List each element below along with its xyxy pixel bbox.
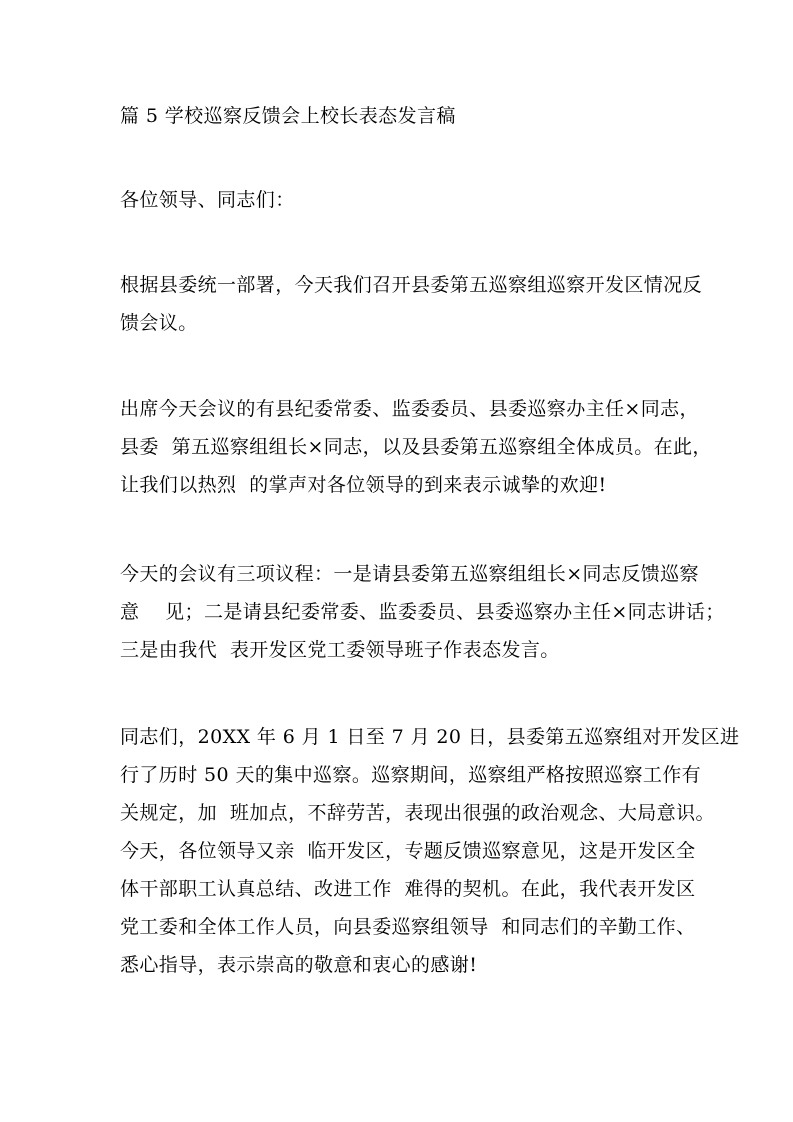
document-title xyxy=(120,97,680,135)
paragraph-line: 今天的会议有三项议程：一是请县委第五巡察组组长×同志反馈巡察 xyxy=(120,563,699,585)
paragraph-line: 三是由我代 表开发区党工委领导班子作表态发言。 xyxy=(120,639,560,661)
paragraph-4 xyxy=(120,718,740,984)
paragraph-line: 今天，各位领导又亲 临开发区，专题反馈巡察意见，这是开发区全 xyxy=(120,840,696,862)
paragraph-line: 同志们，20XX 年 6 月 1 日至 7 月 20 日，县委第五巡察组对开发区进 xyxy=(120,726,740,748)
title-text: 篇 5 学校巡察反馈会上校长表态发言稿 xyxy=(120,105,456,127)
paragraph-line: 关规定，加 班加点，不辞劳苦，表现出很强的政治观念、大局意识。 xyxy=(120,802,715,824)
paragraph-line: 出席今天会议的有县纪委常委、监委委员、县委巡察办主任×同志， xyxy=(120,398,699,420)
paragraph-line: 馈会议。 xyxy=(120,312,198,334)
paragraph-line: 让我们以热烈 的掌声对各位领导的到来表示诚挚的欢迎! xyxy=(120,474,607,496)
paragraph-line: 县委 第五巡察组组长×同志，以及县委第五巡察组全体成员。在此， xyxy=(120,436,712,458)
paragraph-line: 根据县委统一部署，今天我们召开县委第五巡察组巡察开发区情况反 xyxy=(120,274,703,296)
paragraph-line: 党工委和全体工作人员，向县委巡察组领导 和同志们的辛勤工作、 xyxy=(120,916,696,938)
paragraph-3 xyxy=(120,555,725,669)
paragraph-line: 体干部职工认真总结、改进工作 难得的契机。在此，我代表开发区 xyxy=(120,878,696,900)
paragraph-line: 行了历时 50 天的集中巡察。巡察期间，巡察组严格按照巡察工作有 xyxy=(120,764,702,786)
paragraph-line: 意 见；二是请县纪委常委、监委委员、县委巡察办主任×同志讲话； xyxy=(120,601,725,623)
greeting xyxy=(120,181,680,219)
greeting-text: 各位领导、同志们： xyxy=(120,189,295,211)
paragraph-line: 悉心指导，表示崇高的敬意和衷心的感谢! xyxy=(120,954,478,976)
paragraph-1 xyxy=(120,266,703,342)
paragraph-2 xyxy=(120,390,712,504)
